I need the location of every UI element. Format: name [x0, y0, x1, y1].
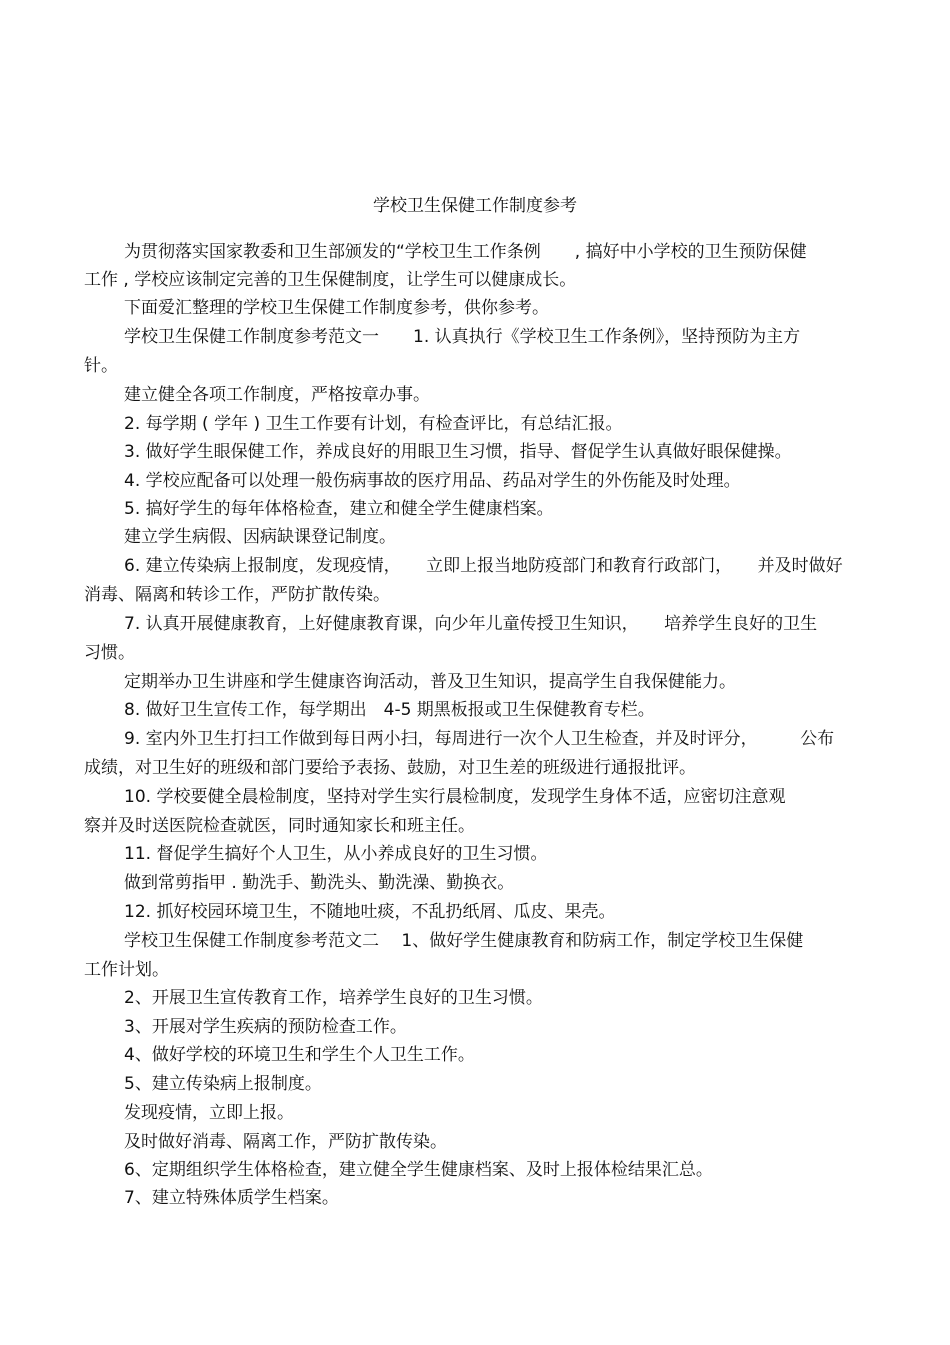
paragraph-line: 11. 督促学生搞好个人卫生，从小养成良好的卫生习惯。: [124, 844, 548, 864]
paragraph-line: 6. 建立传染病上报制度，发现疫情， 立即上报当地防疫部门和教育行政部门， 并及时做好: [124, 556, 843, 576]
paragraph-line: 为贯彻落实国家教委和卫生部颁发的“学校卫生工作条例 , 搞好中小学校的卫生预防保健: [124, 242, 807, 262]
paragraph-line: 针。: [84, 356, 118, 376]
paragraph-line: 学校卫生保健工作制度参考范文一 1. 认真执行《学校卫生工作条例》，坚持预防为主方: [124, 327, 801, 347]
paragraph-line: 及时做好消毒、隔离工作，严防扩散传染。: [124, 1132, 447, 1152]
paragraph-line: 成绩，对卫生好的班级和部门要给予表扬、鼓励，对卫生差的班级进行通报批评。: [84, 758, 696, 778]
paragraph-line: 做到常剪指甲 . 勤洗手、勤洗头、勤洗澡、勤换衣。: [124, 873, 515, 893]
paragraph-line: 2、开展卫生宣传教育工作，培养学生良好的卫生习惯。: [124, 988, 543, 1008]
paragraph-line: 9. 室内外卫生打扫工作做到每日两小扫，每周进行一次个人卫生检查，并及时评分， 公布: [124, 729, 835, 749]
paragraph-line: 5、建立传染病上报制度。: [124, 1074, 322, 1094]
paragraph-line: 4. 学校应配备可以处理一般伤病事故的医疗用品、药品对学生的外伤能及时处理。: [124, 471, 741, 491]
paragraph-line: 7、建立特殊体质学生档案。: [124, 1188, 339, 1208]
paragraph-line: 工作 , 学校应该制定完善的卫生保健制度，让学生可以健康成长。: [84, 270, 577, 290]
paragraph-line: 10. 学校要健全晨检制度，坚持对学生实行晨检制度，发现学生身体不适，应密切注意观: [124, 787, 786, 807]
paragraph-line: 4、做好学校的环境卫生和学生个人卫生工作。: [124, 1045, 475, 1065]
paragraph-line: 发现疫情，立即上报。: [124, 1103, 294, 1123]
paragraph-line: 3. 做好学生眼保健工作，养成良好的用眼卫生习惯，指导、督促学生认真做好眼保健操。: [124, 442, 792, 462]
paragraph-line: 察并及时送医院检查就医，同时通知家长和班主任。: [84, 816, 475, 836]
paragraph-line: 下面爱汇整理的学校卫生保健工作制度参考，供你参考。: [124, 298, 549, 318]
paragraph-line: 建立健全各项工作制度，严格按章办事。: [124, 385, 430, 405]
paragraph-line: 7. 认真开展健康教育，上好健康教育课，向少年儿童传授卫生知识， 培养学生良好的卫生: [124, 614, 818, 634]
paragraph-line: 2. 每学期 ( 学年 ) 卫生工作要有计划，有检查评比，有总结汇报。: [124, 414, 623, 434]
paragraph-line: 3、开展对学生疾病的预防检查工作。: [124, 1017, 407, 1037]
document-title: 学校卫生保健工作制度参考: [373, 196, 577, 216]
paragraph-line: 学校卫生保健工作制度参考范文二 1、做好学生健康教育和防病工作，制定学校卫生保健: [124, 931, 804, 951]
paragraph-line: 建立学生病假、因病缺课登记制度。: [124, 527, 396, 547]
paragraph-line: 习惯。: [84, 643, 135, 663]
paragraph-line: 消毒、隔离和转诊工作，严防扩散传染。: [84, 585, 390, 605]
paragraph-line: 5. 搞好学生的每年体格检查，建立和健全学生健康档案。: [124, 499, 554, 519]
paragraph-line: 工作计划。: [84, 960, 169, 980]
paragraph-line: 6、定期组织学生体格检查，建立健全学生健康档案、及时上报体检结果汇总。: [124, 1160, 713, 1180]
paragraph-line: 定期举办卫生讲座和学生健康咨询活动，普及卫生知识，提高学生自我保健能力。: [124, 672, 736, 692]
paragraph-line: 8. 做好卫生宣传工作，每学期出 4-5 期黑板报或卫生保健教育专栏。: [124, 700, 655, 720]
paragraph-line: 12. 抓好校园环境卫生，不随地吐痰，不乱扔纸屑、瓜皮、果壳。: [124, 902, 616, 922]
